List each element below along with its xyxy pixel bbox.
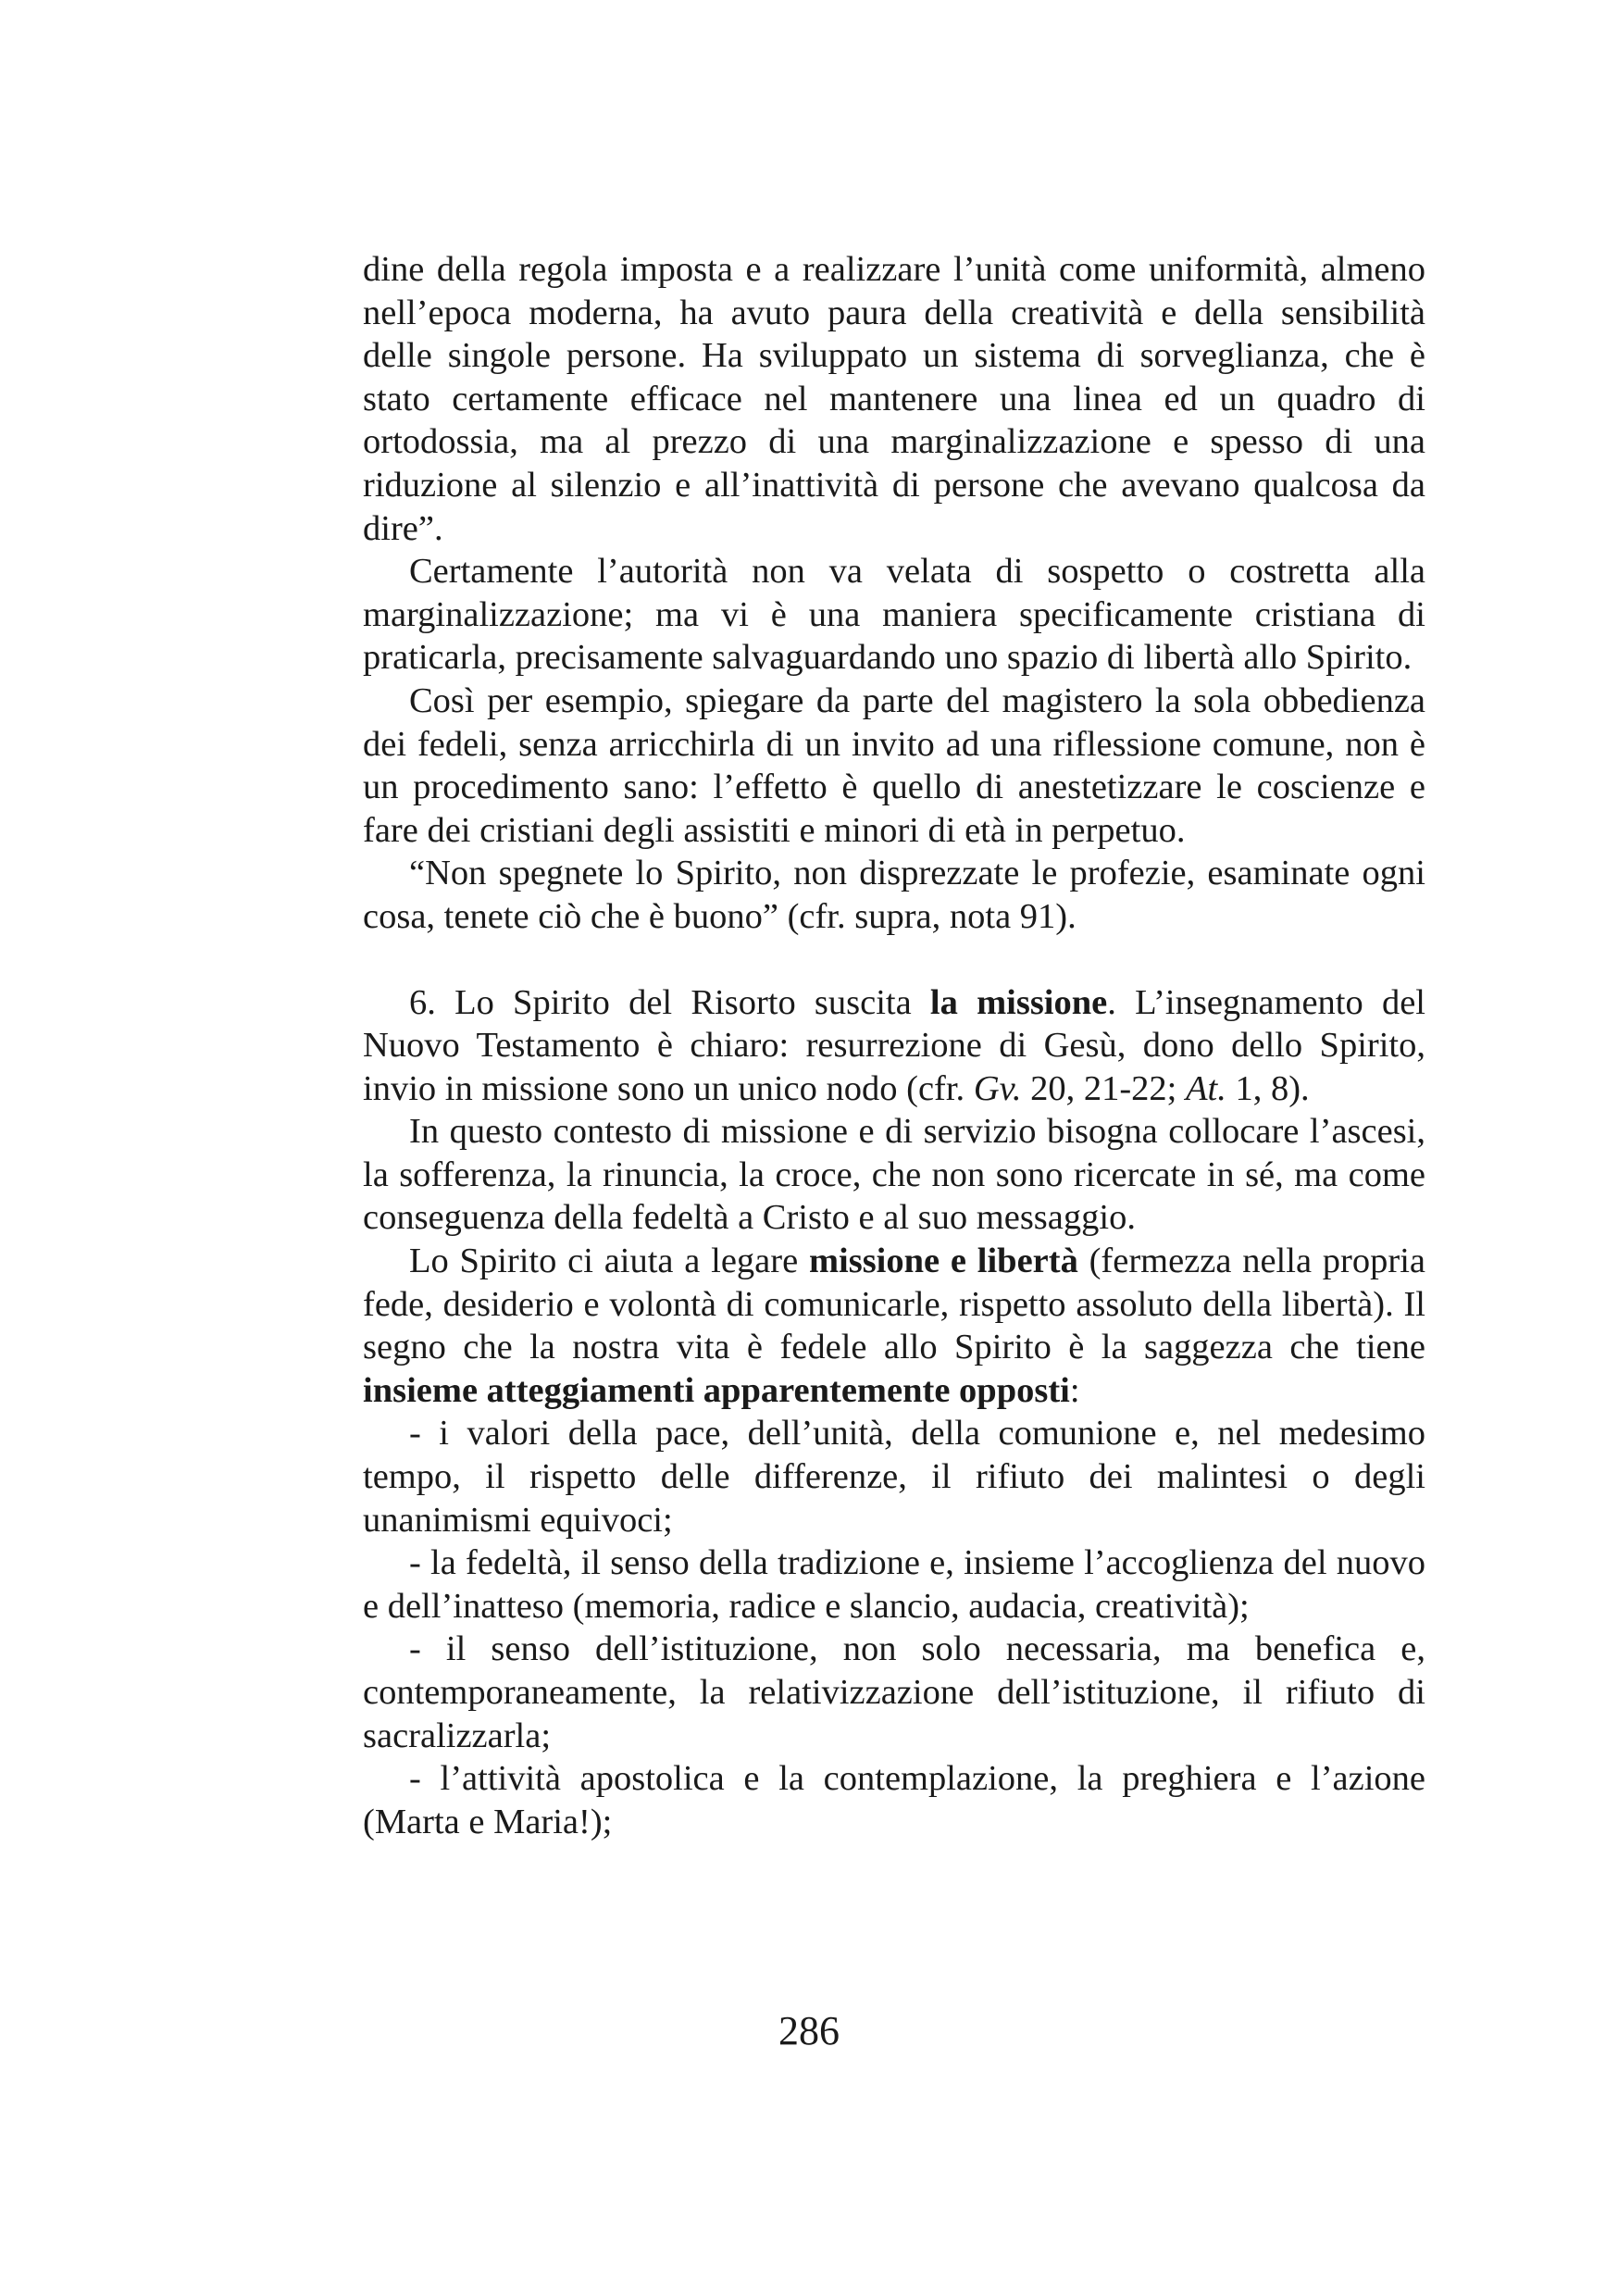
section-gap xyxy=(363,939,1425,981)
text-run: 1, 8). xyxy=(1226,1068,1310,1108)
paragraph-p1 xyxy=(363,248,1425,550)
paragraph-p8 xyxy=(363,1412,1425,1541)
text-run: 20, 21-22; xyxy=(1021,1068,1187,1108)
body-text xyxy=(363,248,1425,1843)
text-run: - il senso dell’istituzione, non solo necessaria, ma benefica e, contemporaneamente, la relativizzazione dell’istituzione, il rifiuto di sacralizzarla; xyxy=(363,1629,1425,1755)
text-run: (fermezza nella propria fede, desiderio e volontà di comunicarle, rispetto assoluto della libertà). Il segno che la nostra vita è fedele allo Spirito è la saggezza che tiene xyxy=(363,1242,1425,1367)
text-run: Certamente l’autorità non va velata di sospetto o costretta alla marginalizzazione; ma vi è una maniera specificamente cristiana di praticarla, precisamente salvaguardando uno spazio di libertà allo Spirito. xyxy=(363,552,1425,678)
paragraph-p9 xyxy=(363,1541,1425,1628)
text-run: dine della regola imposta e a realizzare l’unità come uniformità, almeno nell’epoca moderna, ha avuto paura della creatività e della sensibilità delle singole persone. Ha sviluppato un sistema di sorveglianza, che è stato certamente efficace nel mantenere una linea ed un quadro di ortodossia, ma al prezzo di una marginalizzazione e spesso di una riduzione al silenzio e all’inattività di persone che avevano qualcosa da dire”. xyxy=(363,250,1425,548)
text-run: . L’insegnamento del Nuovo Testamento è chiaro: resurrezione di Gesù, dono dello Spirito, invio in missione sono un unico nodo (cfr. xyxy=(363,982,1425,1108)
text-run: - l’attività apostolica e la contemplazione, la preghiera e l’azione (Marta e Maria!); xyxy=(363,1759,1425,1841)
text-run: - i valori della pace, dell’unità, della comunione e, nel medesimo tempo, il rispetto delle differenze, il rifiuto dei malintesi o degli unanimismi equivoci; xyxy=(363,1414,1425,1540)
paragraph-p6 xyxy=(363,1110,1425,1240)
paragraph-p10 xyxy=(363,1628,1425,1757)
text-run: 6. Lo Spirito del Risorto suscita xyxy=(409,982,930,1022)
paragraph-p5 xyxy=(363,981,1425,1111)
paragraph-p11 xyxy=(363,1757,1425,1843)
bold-text: insieme atteggiamenti apparentemente opposti xyxy=(363,1370,1070,1410)
paragraph-p3 xyxy=(363,680,1425,852)
text-run: : xyxy=(1069,1370,1080,1410)
bold-text: la missione xyxy=(929,982,1108,1022)
page-number: 286 xyxy=(778,2008,840,2053)
italic-text: Gv. xyxy=(973,1068,1022,1108)
text-run: “Non spegnete lo Spirito, non disprezzate le profezie, esaminate ogni cosa, tenete ciò che è buono” (cfr. supra, nota 91). xyxy=(363,854,1425,936)
text-run: Così per esempio, spiegare da parte del magistero la sola obbedienza dei fedeli, senza arricchirla di un invito ad una riflessione comune, non è un procedimento sano: l’effetto è quello di anestetizzare le coscienze e fare dei cristiani degli assistiti e minori di età in perpetuo. xyxy=(363,680,1425,850)
text-run: Lo Spirito ci aiuta a legare xyxy=(409,1242,809,1281)
italic-text: At. xyxy=(1186,1068,1226,1108)
text-run: - la fedeltà, il senso della tradizione e, insieme l’accoglienza del nuovo e dell’inatteso (memoria, radice e slancio, audacia, creatività); xyxy=(363,1543,1425,1626)
paragraph-p4 xyxy=(363,852,1425,938)
paragraph-p7 xyxy=(363,1240,1425,1412)
paragraph-p2 xyxy=(363,550,1425,680)
bold-text: missione e libertà xyxy=(808,1242,1078,1281)
text-run: In questo contesto di missione e di servizio bisogna collocare l’ascesi, la sofferenza, la rinuncia, la croce, che non sono ricercate in sé, ma come conseguenza della fedeltà a Cristo e al suo messaggio. xyxy=(363,1112,1425,1238)
